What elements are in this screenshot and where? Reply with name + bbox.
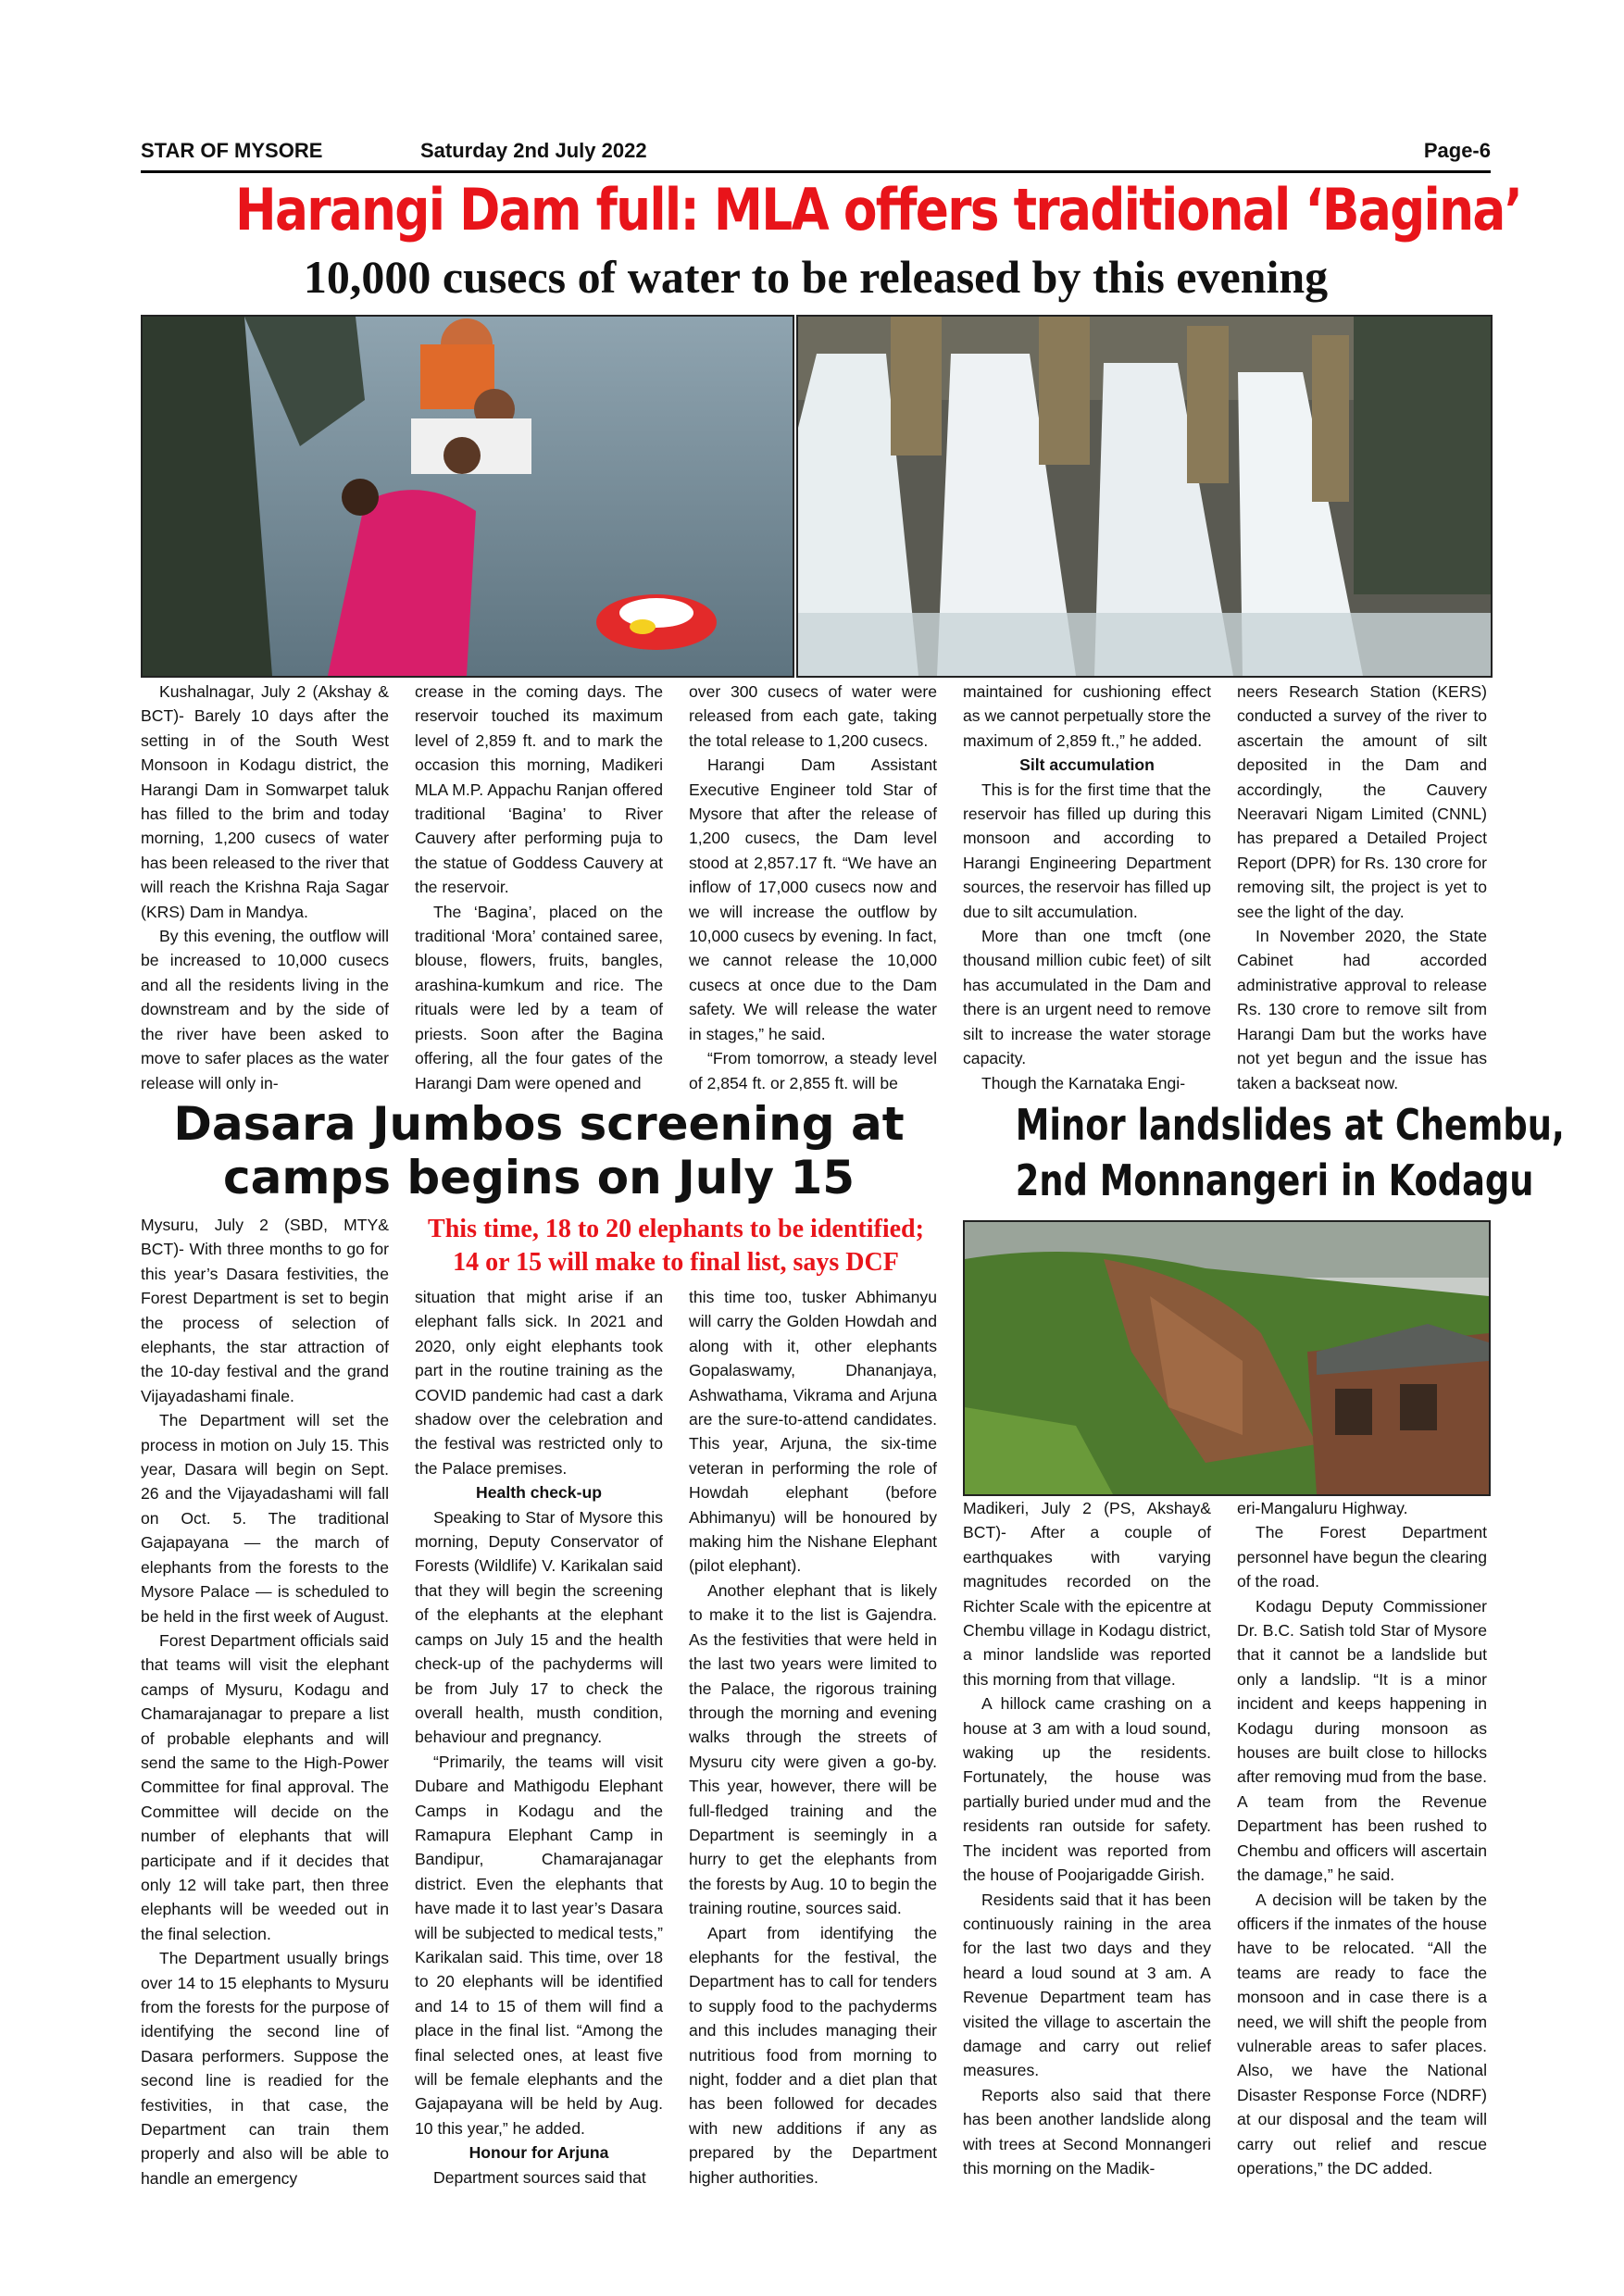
subheading-honour-for-arjuna: Honour for Arjuna <box>468 2143 609 2163</box>
story2-column-1 <box>141 1213 389 2190</box>
story2-col1-para: Mysuru, July 2 (SBD, MTY& BCT)- With three months to go for this year’s Dasara festivities, the Forest Department is set to begin the process of selection of elephants, the star attraction of the 10-day festival and the grand Vijayadashami finale. <box>141 1216 389 1405</box>
story1-col2-para: crease in the coming days. The reservoir touched its maximum level of 2,859 ft. and to mark the occasion this morning, Madikeri MLA M.P. Appachu Ranjan offered traditional ‘Bagina’ to River Cauvery after performing puja to the statue of Goddess Cauvery at the reservoir. <box>415 682 663 897</box>
story1-col3-para: “From tomorrow, a steady level of 2,854 ft. or 2,855 ft. will be <box>689 1049 937 1092</box>
story3-column-1 <box>963 1496 1211 2180</box>
story2-col1-para: The Department usually brings over 14 to 15 elephants to Mysuru from the forests for the purpose of identifying the second line of Dasara performers. Suppose the second line is readied for the festivities, in that case, the Department can train them properly and also will be able to handle an emergency <box>141 1949 389 2188</box>
dam-gates-photo <box>796 315 1493 678</box>
story2-headline-line2: camps begins on July 15 <box>222 1151 856 1204</box>
story1-col4-para: More than one tmcft (one thousand million cubic feet) of silt has accumulated in the Dam and there is an urgent need to remove silt to increase the water storage capacity. <box>963 927 1211 1068</box>
story1-column-3 <box>689 680 937 1095</box>
story2-col3-para: this time too, tusker Abhimanyu will carry the Golden Howdah and along with it, other elephants Gopalaswamy, Dhananjaya, Ashwathama, Vikrama and Arjuna are the sure-to-attend candidates. This year, Arjuna, the six-time veteran in performing the role of Howdah elephant (before Abhimanyu) will be honoured by making him the Nishane Elephant (pilot elephant). <box>689 1288 937 1576</box>
story2-headline-line1: Dasara Jumbos screening at <box>173 1097 905 1151</box>
story2-col2-para: “Primarily, the teams will visit Dubare and Mathigodu Elephant Camps in Kodagu and the Ramapura Elephant Camp in Bandipur, Chamarajanagar district. Even the elephants that have made it to last year’s Dasara will be subjected to medical tests,” Karikalan said. This time, over 18 to 20 elephants will be identified and 14 to 15 of them will find a place in the final list. “Among the final selected ones, at least five will be female elephants and the Gajapayana will be held by Aug. 10 this year,” he added. <box>415 1752 663 2138</box>
landslide-photo-illustration <box>965 1222 1489 1494</box>
story2-subhead-line2: 14 or 15 will make to final list, says DCF <box>453 1248 899 1277</box>
story2-subhead <box>415 1213 937 1279</box>
story1-column-5 <box>1237 680 1487 1095</box>
story1-col3-para: Harangi Dam Assistant Executive Engineer told Star of Mysore that after the release of 1,200 cusecs, the Dam level stood at 2,857.17 ft. “We have an inflow of 17,000 cusecs now and we will increase the outflow by 10,000 cusecs by evening. In fact, we cannot release the 10,000 cusecs at once due to the Dam safety. We will release the water in stages,” he said. <box>689 755 937 1043</box>
story1-column-2 <box>415 680 663 1095</box>
story1-col5-para: In November 2020, the State Cabinet had accorded administrative approval to release Rs. 130 crore to remove silt from Harangi Dam but the works have not yet begun and the issue has taken a backseat now. <box>1237 927 1487 1092</box>
story3-col1-para: Residents said that it has been continuously raining in the area for the last two days and they heard a loud sound at 3 am. A Revenue Department team has visited the village to ascertain the damage and carry out relief measures. <box>963 1890 1211 2080</box>
story2-col1-para: The Department will set the process in motion on July 15. This year, Dasara will begin on Sept. 26 and the Vijayadashami will fall on Oct. 5. The traditional Gajapayana — the march of elephants from the forests to the Mysore Palace — is scheduled to be held in the first week of August. <box>141 1411 389 1626</box>
story1-col1-para: By this evening, the outflow will be increased to 10,000 cusecs and all the residents living in the downstream and by the side of the river have been asked to move to safer places as the water release will only in- <box>141 927 389 1092</box>
story1-col4-para: Though the Karnataka Engi- <box>981 1073 1186 1092</box>
story2-col3-para: Apart from identifying the elephants for the festival, the Department has to call for tenders to supply food to the pachyderms and this includes managing their nutritious food from morning to night, fodder and a diet plan that has been followed for decades with new additions if any as prepared by the Department higher authorities. <box>689 1923 937 2187</box>
story3-col1-para: A hillock came crashing on a house at 3 am with a loud sound, waking up the residents. Fortunately, the house was partially buried under mud and the residents ran outside for safety. The incident was reported from the house of Poojarigadde Girish. <box>963 1694 1211 1885</box>
story1-subhead: 10,000 cusecs of water to be released by this evening <box>303 251 1329 303</box>
story2-col3-para: Another elephant that is likely to make it to the list is Gajendra. As the festivities that were held in the last two years were limited to the Palace, the rigorous training through the morning and evening walks through the streets of Mysuru city were given a go-by. This year, however, there will be full-fledged training and the Department is seemingly in a hurry to get the elephants from the forests by Aug. 10 to begin the training routine, sources said. <box>689 1580 937 1918</box>
bagina-offering-photo <box>141 315 794 678</box>
story1-column-1 <box>141 680 389 1095</box>
page-number: Page-6 <box>1423 139 1491 162</box>
story1-col4-para: This is for the first time that the reservoir has filled up during this monsoon and according to Harangi Engineering Department sources, the reservoir has filled up due to silt accumulation. <box>963 780 1211 921</box>
story3-headline <box>1015 1097 1565 1208</box>
subheading-health-check-up: Health check-up <box>476 1483 602 1503</box>
story3-col2-para: eri-Mangaluru Highway. <box>1237 1499 1408 1517</box>
subheading-silt-accumulation: Silt accumulation <box>1019 755 1155 775</box>
story2-col2-para: Department sources said that <box>433 2167 646 2187</box>
issue-date: Saturday 2nd July 2022 <box>420 139 647 162</box>
story2-column-2 <box>415 1285 663 2190</box>
story3-headline-line1: Minor landslides at Chembu, <box>1015 1100 1565 1150</box>
paper-name: STAR OF MYSORE <box>141 139 323 162</box>
story1-col1-para: Kushalnagar, July 2 (Akshay & BCT)- Barely 10 days after the setting in of the South West Monsoon in Kodagu district, the Harangi Dam in Somwarpet taluk has filled to the brim and today morning, 1,200 cusecs of water has been released to the river that will reach the Krishna Raja Sagar (KRS) Dam in Mandya. <box>141 682 389 921</box>
story1-col2-para: The ‘Bagina’, placed on the traditional ‘Mora’ contained saree, blouse, flowers, fruits, bangles, arashina-kumkum and rice. The rituals were led by a team of priests. Soon after the Bagina offering, all the four gates of the Harangi Dam were opened and <box>415 902 663 1092</box>
story1-col5-para: neers Research Station (KERS) conducted a survey of the river to ascertain the amount of silt deposited in the Dam and accordingly, the Cauvery Neeravari Nigam Limited (CNNL) has prepared a Detailed Project Report (DPR) for Rs. 130 crore for removing silt, the project is yet to see the light of the day. <box>1237 682 1487 921</box>
story2-col2-para: situation that might arise if an elephant falls sick. In 2021 and 2020, only eight elephants took part in the routine training as the COVID pandemic had cast a dark shadow over the celebration and the festival was restricted only to the Palace premises. <box>415 1288 663 1478</box>
story1-column-4 <box>963 680 1211 1095</box>
bagina-photo-illustration <box>143 317 793 676</box>
story2-col1-para: Forest Department officials said that teams will visit the elephant camps of Mysuru, Kodagu and Chamarajanagar to prepare a list of probable elephants and will send the same to the High-Power Committee for final approval. The Committee will decide on the number of elephants that will participate and if it decides that only 12 will take part, then three elephants will be weeded out in the final selection. <box>141 1630 389 1943</box>
story2-column-3 <box>689 1285 937 2190</box>
story2-subhead-line1: This time, 18 to 20 elephants to be identified; <box>428 1215 924 1243</box>
dam-photo-illustration <box>798 317 1491 676</box>
story3-col2-para: Kodagu Deputy Commissioner Dr. B.C. Satish told Star of Mysore that it cannot be a landslide but only a landslip. “It is a minor incident and keeps happening in Kodagu during monsoon as houses are built close to hillocks after removing mud from the base. A team from the Revenue Department has been rushed to Chembu and officers will ascertain the damage,” he said. <box>1237 1596 1487 1885</box>
story3-headline-line2: 2nd Monnangeri in Kodagu <box>1015 1155 1534 1205</box>
story2-col2-para: Speaking to Star of Mysore this morning, Deputy Conservator of Forests (Wildlife) V. Karikalan said that they will begin the screening of the elephants at the elephant camps on July 15 and the health check-up of the pachyderms will be from July 17 to check the overall health, musth condition, behaviour and pregnancy. <box>415 1507 663 1747</box>
story3-col1-para: Reports also said that there has been another landslide along with trees at Second Monnangeri this morning on the Madik- <box>963 2085 1211 2177</box>
story3-col2-para: The Forest Department personnel have begun the clearing of the road. <box>1237 1523 1487 1591</box>
story3-column-2 <box>1237 1496 1487 2180</box>
story1-col3-para: over 300 cusecs of water were released from each gate, taking the total release to 1,200 cusecs. <box>689 682 937 750</box>
story2-headline <box>141 1097 937 1204</box>
story3-col1-para: Madikeri, July 2 (PS, Akshay& BCT)- After a couple of earthquakes with varying magnitudes recorded on the Richter Scale with the epicentre at Chembu village in Kodagu district, a minor landslide was reported this morning from that village. <box>963 1499 1211 1689</box>
masthead <box>141 139 1491 173</box>
story1-headline: Harangi Dam full: MLA offers traditional ‘Bagina’ <box>235 176 1522 243</box>
story1-col4-para: maintained for cushioning effect as we cannot perpetually store the maximum of 2,859 ft.,” he added. <box>963 682 1211 750</box>
landslide-photo <box>963 1220 1491 1496</box>
story3-col2-para: A decision will be taken by the officers if the inmates of the house have to be relocated. “All the teams are ready to face the monsoon and in case there is a need, we will shift the people from vulnerable areas to safer places. Also, we have the National Disaster Response Force (NDRF) at our disposal and the team will carry out relief and rescue operations,” the DC added. <box>1237 1890 1487 2177</box>
